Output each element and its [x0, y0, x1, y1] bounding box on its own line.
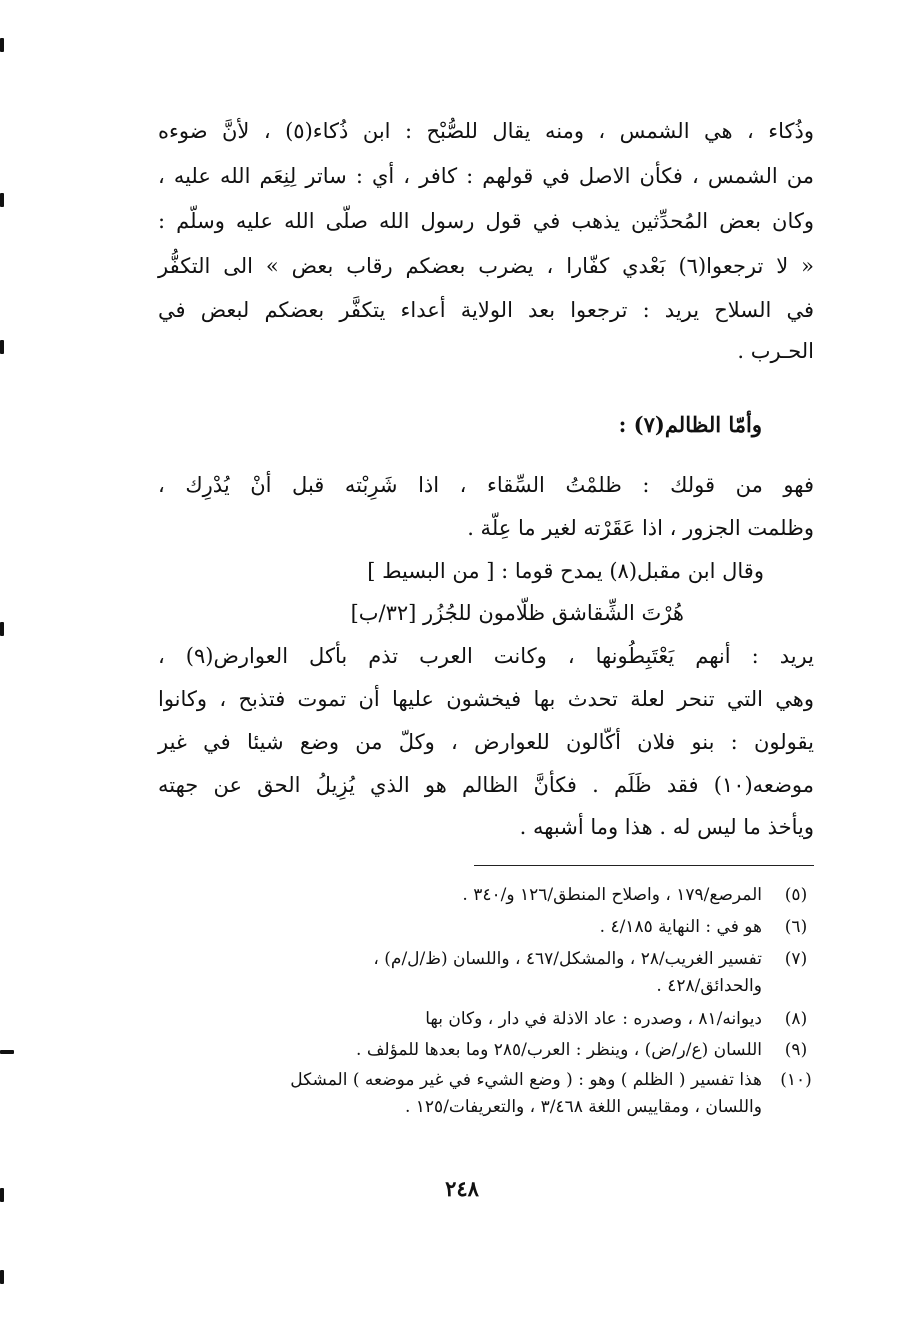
footnote-number: (٨): [784, 1009, 808, 1029]
footnote-text: هذا تفسير ( الظلم ) وهو : ( وضع الشيء في غير موضعه ) المشكل: [290, 1070, 762, 1090]
footnote-text: واللسان ، ومقاييس اللغة ٣/٤٦٨ ، والتعريفات/١٢٥ .: [404, 1097, 762, 1117]
footnote-text: هو في : النهاية ٤/١٨٥ .: [599, 917, 762, 937]
footnote-number: (١٠): [780, 1070, 812, 1090]
scan-mark: [0, 1188, 4, 1202]
body-line: ويأخذ ما ليس له . هذا وما أشبهه .: [519, 815, 814, 839]
body-line: وهي التي تنحر لعلة تحدث بها فيخشون عليها أن تموت فتذبح ، وكانوا: [158, 687, 814, 711]
footnote-number: (٦): [784, 917, 808, 937]
body-line: يريد : أنهم يَعْتَبِطُونها ، وكانت العرب تذم بأكل العوارض(٩) ،: [158, 644, 814, 668]
footnote-number: (٧): [784, 949, 808, 969]
body-line: موضعه(١٠) فقد ظَلَم . فكأنَّ الظالم هو الذي يُزِيلُ الحق عن جهته: [158, 773, 814, 797]
scan-mark: [0, 1270, 4, 1284]
scan-mark: [0, 340, 4, 354]
body-line: « لا ترجعوا(٦) بَعْدي كفّارا ، يضرب بعضكم رقاب بعض » الى التكفُّر: [158, 254, 814, 278]
footnote-text: اللسان (ع/ر/ض) ، وينظر : العرب/٢٨٥ وما بعدها للمؤلف .: [356, 1040, 762, 1060]
body-line: من الشمس ، فكأن الاصل في قولهم : كافر ، أي : ساتر لِنِعَم الله عليه ،: [158, 164, 814, 188]
page-number: ٢٤٨: [445, 1176, 479, 1201]
body-line: وكان بعض المُحدِّثين يذهب في قول رسول الله صلّى الله عليه وسلّم :: [158, 209, 814, 233]
verse-intro: وقال ابن مقبل(٨) يمدح قوما : [ من البسيط ]: [367, 559, 764, 583]
footnote-text: ديوانه/٨١ ، وصدره : عاد الاذلة في دار ، وكان بها: [425, 1009, 762, 1029]
scan-mark: [0, 622, 4, 636]
footnote-text: تفسير الغريب/٢٨ ، والمشكل/٤٦٧ ، واللسان (ظ/ل/م) ،: [373, 949, 762, 969]
body-line: الحـرب .: [737, 339, 814, 363]
body-line: وظلمت الجزور ، اذا عَقَرْته لغير ما عِلّة .: [467, 516, 814, 540]
footnote-separator: [474, 865, 814, 866]
scan-mark: [0, 38, 4, 52]
scan-mark: [0, 193, 4, 207]
body-line: فهو من قولك : ظلمْتُ السِّقاء ، اذا شَرِبْته قبل أنْ يُدْرِك ،: [158, 473, 814, 497]
section-heading: وأمّا الظالم(٧) :: [618, 412, 762, 437]
body-line: في السلاح يريد : ترجعوا بعد الولاية أعداء يتكفَّر بعضكم لبعض في: [158, 298, 814, 322]
scan-mark: [0, 1050, 14, 1054]
footnote-text: المرصع/١٧٩ ، واصلاح المنطق/١٢٦ و/٣٤٠ .: [462, 885, 762, 905]
body-line: يقولون : بنو فلان أكّالون للعوارض ، وكلّ من وضع شيئا في غير: [158, 730, 814, 754]
body-line: وذُكاء ، هي الشمس ، ومنه يقال للصُّبْح : ابن ذُكاء(٥) ، لأنَّ ضوءه: [158, 119, 815, 143]
footnote-number: (٥): [784, 885, 808, 905]
verse-line: هُرْتَ الشِّقاشق ظلّامون للجُزُر [٣٢/ب]: [350, 601, 684, 625]
footnote-number: (٩): [784, 1040, 808, 1060]
footnote-text: والحدائق/٤٢٨ .: [656, 976, 762, 996]
